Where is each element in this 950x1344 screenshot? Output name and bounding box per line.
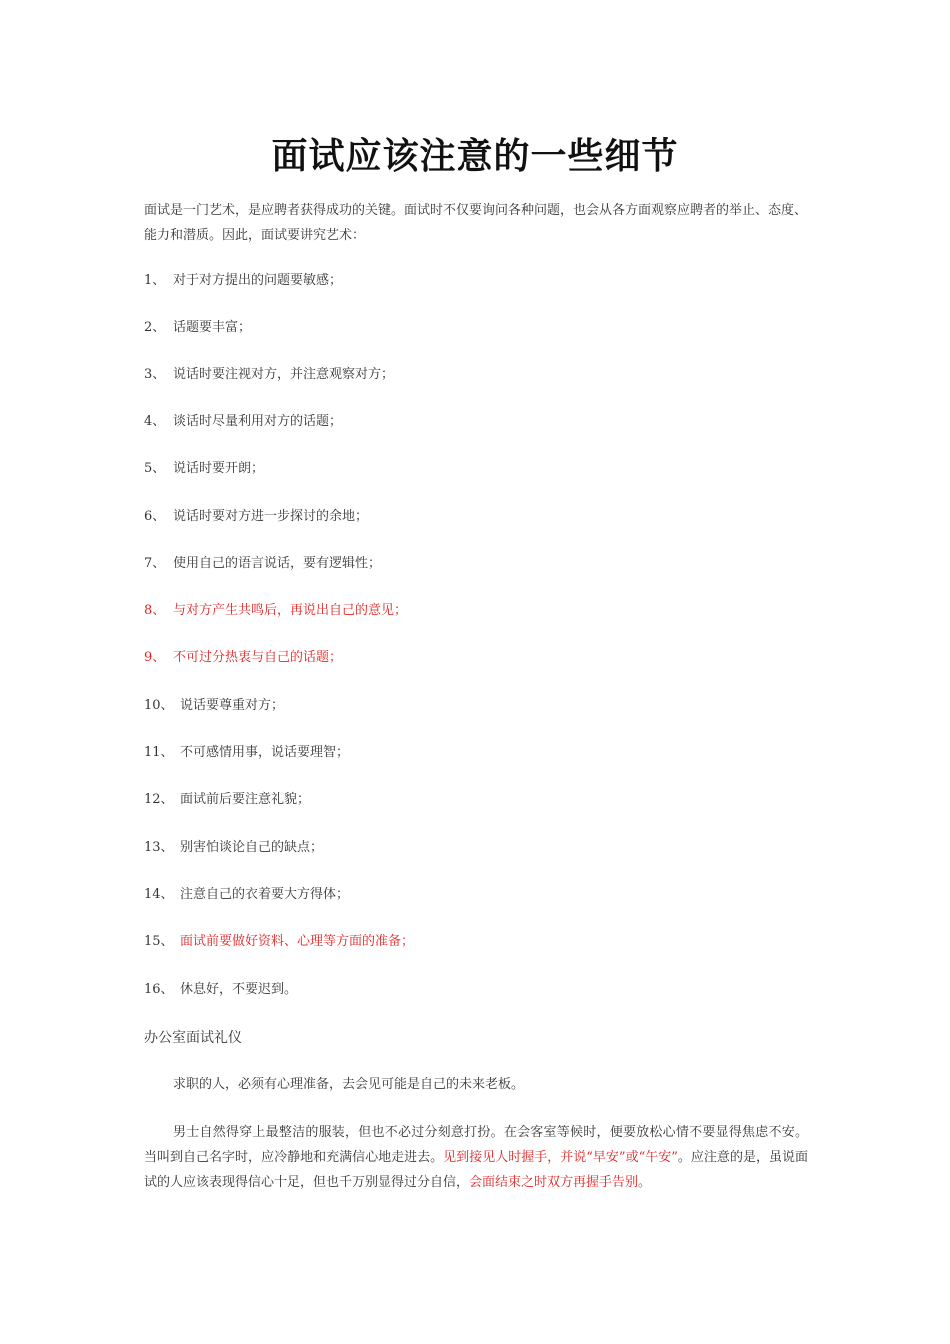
item-number: 1、 (144, 273, 166, 288)
list-item (144, 458, 264, 480)
list-item-highlighted (144, 647, 342, 669)
item-number: 10、 (144, 698, 174, 713)
item-number: 11、 (144, 745, 174, 760)
list-item (144, 270, 342, 292)
list-item (144, 695, 284, 717)
paragraph-text: 男士自然得穿上最整洁的服装，但也不必过分刻意打扮。在会客室等候时，便要放松心情不要显得焦虑不安。当叫到自己名字时，应冷静地和充满信心地走进去。 (144, 1125, 808, 1165)
list-item (144, 506, 368, 528)
item-number: 5、 (144, 461, 166, 476)
item-number: 9、 (144, 650, 166, 665)
page-title: 面试应该注意的一些细节 (271, 136, 679, 177)
highlighted-text: 见到接见人时握手，并说“早安”或“午安” (443, 1150, 678, 1165)
item-number: 2、 (144, 320, 166, 335)
section-heading: 办公室面试礼仪 (144, 1030, 242, 1046)
item-text: 面试前后要注意礼貌； (180, 792, 311, 807)
item-number: 7、 (144, 556, 166, 571)
highlighted-text: 会面结束之时双方再握手告别。 (469, 1175, 652, 1190)
list-item (144, 931, 414, 953)
item-number: 13、 (144, 840, 174, 855)
item-text: 与对方产生共鸣后，再说出自己的意见； (173, 603, 408, 618)
list-item (144, 884, 349, 906)
item-number: 6、 (144, 509, 166, 524)
item-number: 12、 (144, 792, 174, 807)
list-item (144, 317, 251, 339)
list-item (144, 837, 323, 859)
list-item-highlighted (144, 600, 407, 622)
paragraph (144, 1120, 808, 1195)
intro-paragraph: 面试是一门艺术，是应聘者获得成功的关键。面试时不仅要询问各种问题，也会从各方面观察应聘者的举止、态度、能力和潜质。因此，面试要讲究艺术： (144, 203, 808, 243)
list-item (144, 553, 381, 575)
item-number: 8、 (144, 603, 166, 618)
item-text: 不可过分热衷与自己的话题； (173, 650, 343, 665)
item-text: 话题要丰富； (173, 320, 252, 335)
list-item (144, 742, 349, 764)
item-text: 使用自己的语言说话，要有逻辑性； (173, 556, 382, 571)
item-text: 不可感情用事，说话要理智； (180, 745, 350, 760)
item-number: 14、 (144, 887, 174, 902)
list-item (144, 789, 310, 811)
item-text: 说话要尊重对方； (180, 698, 285, 713)
item-text: 休息好，不要迟到。 (180, 982, 298, 997)
list-item (144, 979, 297, 1001)
item-number: 15、 (144, 934, 174, 949)
item-text: 别害怕谈论自己的缺点； (180, 840, 324, 855)
item-text: 说话时要对方进一步探讨的余地； (173, 509, 369, 524)
list-item (144, 411, 342, 433)
list-item (144, 364, 394, 386)
item-number: 4、 (144, 414, 166, 429)
paragraph: 求职的人，必须有心理准备，去会见可能是自己的未来老板。 (173, 1077, 525, 1092)
item-text: 注意自己的衣着要大方得体； (180, 887, 350, 902)
item-text: 面试前要做好资料、心理等方面的准备； (180, 934, 415, 949)
item-text: 说话时要开朗； (173, 461, 265, 476)
paragraph-text: 。应注意的是，虽说面试的人应该表现得信心十足，但也千万别显得过分自信， (144, 1150, 808, 1190)
item-number: 3、 (144, 367, 166, 382)
item-text: 谈话时尽量利用对方的话题； (173, 414, 343, 429)
item-text: 说话时要注视对方，并注意观察对方； (173, 367, 395, 382)
item-number: 16、 (144, 982, 174, 997)
item-text: 对于对方提出的问题要敏感； (173, 273, 343, 288)
